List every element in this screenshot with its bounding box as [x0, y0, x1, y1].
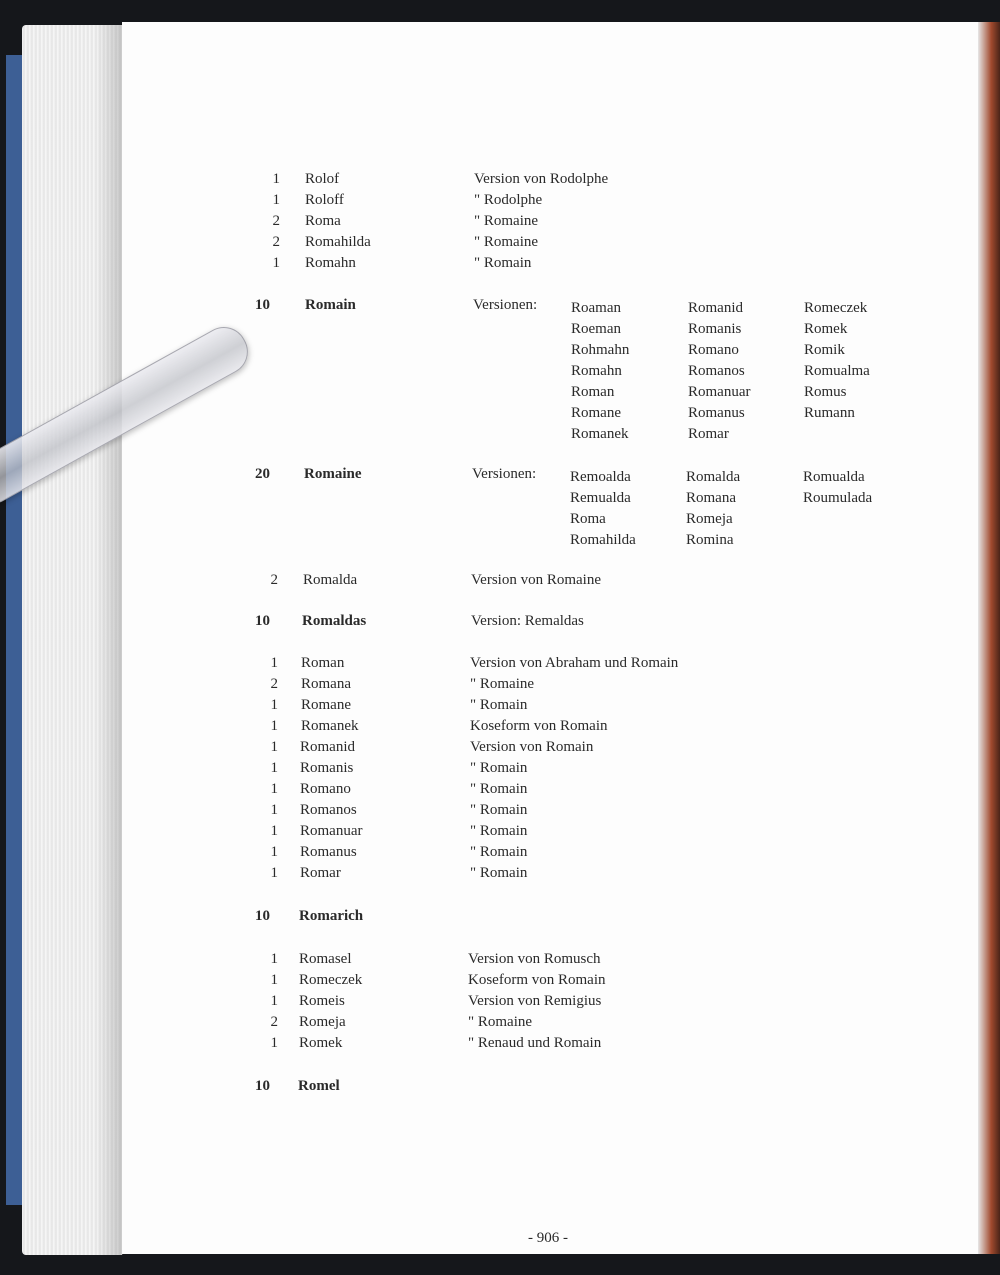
entry-name: Romano	[300, 781, 351, 797]
variant-name: Romana	[686, 490, 736, 506]
entry-name: Romeja	[299, 1014, 346, 1030]
entry-count: 2	[270, 676, 278, 692]
variant-name: Romeja	[686, 511, 733, 527]
variant-name: Romane	[571, 405, 621, 421]
entry-description: Versionen:	[472, 466, 537, 482]
book-right-edge	[978, 22, 1000, 1254]
variant-name: Romus	[804, 384, 847, 400]
entry-count: 1	[270, 993, 278, 1009]
variant-name: Rohmahn	[571, 342, 630, 358]
variant-name: Romanek	[571, 426, 629, 442]
entry-count: 1	[270, 739, 278, 755]
variant-name: Romanos	[688, 363, 745, 379]
variant-name: Romek	[804, 321, 848, 337]
entry-description: Version von Romaine	[471, 572, 601, 588]
entry-count: 1	[270, 655, 278, 671]
entry-count: 1	[270, 865, 278, 881]
entry-name: Romanid	[300, 739, 355, 755]
entry-name: Romahn	[305, 255, 356, 271]
entry-count: 1	[272, 192, 280, 208]
entry-count: 1	[270, 844, 278, 860]
entry-name: Roman	[301, 655, 345, 671]
entry-name: Romarich	[299, 908, 364, 924]
entry-count: 2	[270, 1014, 278, 1030]
entry-count: 2	[272, 213, 280, 229]
entry-count: 10	[255, 297, 270, 313]
variant-name: Remualda	[570, 490, 631, 506]
entry-description: " Romain	[470, 697, 528, 713]
variant-name: Roman	[571, 384, 615, 400]
variant-name: Romualma	[804, 363, 870, 379]
variant-name: Remoalda	[570, 469, 631, 485]
entry-description: Version von Romusch	[468, 951, 601, 967]
variant-name: Romalda	[686, 469, 741, 485]
entry-description: Koseform von Romain	[470, 718, 608, 734]
entry-count: 1	[270, 1035, 278, 1051]
variant-name: Romualda	[803, 469, 865, 485]
entry-count: 1	[272, 171, 280, 187]
variant-name: Romina	[686, 532, 734, 548]
entry-name: Romanek	[301, 718, 359, 734]
entry-name: Romaine	[304, 466, 362, 482]
entry-name: Romanus	[300, 844, 357, 860]
variant-name: Romahilda	[570, 532, 636, 548]
entry-name: Romasel	[299, 951, 352, 967]
entry-description: " Romaine	[470, 676, 535, 692]
entry-count: 10	[255, 613, 270, 629]
entry-description: " Renaud und Romain	[468, 1035, 602, 1051]
entry-name: Rolof	[305, 171, 340, 187]
variant-name: Romanus	[688, 405, 745, 421]
entry-count: 1	[270, 760, 278, 776]
entry-name: Romanos	[300, 802, 357, 818]
entry-name: Romain	[305, 297, 356, 313]
entry-count: 1	[270, 781, 278, 797]
entry-description: Version von Remigius	[468, 993, 602, 1009]
entry-description: " Romain	[470, 844, 528, 860]
variant-name: Romano	[688, 342, 739, 358]
entry-description: " Romaine	[468, 1014, 533, 1030]
entry-name: Romana	[301, 676, 351, 692]
entry-description: Version von Rodolphe	[474, 171, 609, 187]
variant-name: Roaman	[571, 300, 621, 316]
variant-name: Roumulada	[803, 490, 873, 506]
variant-name: Romahn	[571, 363, 622, 379]
entry-description: " Romaine	[474, 213, 539, 229]
entry-count: 10	[255, 1078, 270, 1094]
entry-description: Version von Abraham und Romain	[470, 655, 679, 671]
entry-name: Romar	[300, 865, 341, 881]
entry-description: " Romaine	[474, 234, 539, 250]
entry-name: Romeis	[299, 993, 345, 1009]
variant-name: Roeman	[571, 321, 621, 337]
entry-name: Romaldas	[302, 613, 367, 629]
entry-name: Romel	[298, 1078, 340, 1094]
entry-count: 1	[270, 802, 278, 818]
book-page	[122, 22, 980, 1254]
variant-name: Romeczek	[804, 300, 868, 316]
variant-name: Romar	[688, 426, 729, 442]
entry-description: Version von Romain	[470, 739, 594, 755]
entry-name: Romanuar	[300, 823, 363, 839]
entry-description: " Romain	[470, 760, 528, 776]
variant-name: Romanis	[688, 321, 742, 337]
entry-description: " Rodolphe	[474, 192, 543, 208]
entry-count: 1	[270, 951, 278, 967]
entry-name: Roma	[305, 213, 341, 229]
page-number: - 906 -	[528, 1230, 568, 1246]
entry-count: 2	[272, 234, 280, 250]
variant-name: Roma	[570, 511, 606, 527]
entry-description: " Romain	[470, 802, 528, 818]
entry-description: " Romain	[470, 781, 528, 797]
entry-description: Version: Remaldas	[471, 613, 584, 629]
entry-count: 1	[270, 823, 278, 839]
entry-count: 1	[270, 972, 278, 988]
entry-description: " Romain	[474, 255, 532, 271]
entry-count: 10	[255, 908, 270, 924]
entry-count: 1	[270, 718, 278, 734]
entry-description: Koseform von Romain	[468, 972, 606, 988]
entry-count: 20	[255, 466, 270, 482]
entry-name: Romahilda	[305, 234, 371, 250]
entry-name: Romek	[299, 1035, 343, 1051]
entry-description: Versionen:	[473, 297, 538, 313]
variant-name: Romanuar	[688, 384, 751, 400]
entry-name: Romalda	[303, 572, 358, 588]
page-edge-shadow	[95, 25, 123, 1255]
entry-name: Romeczek	[299, 972, 363, 988]
entry-count: 2	[270, 572, 278, 588]
entry-description: " Romain	[470, 865, 528, 881]
entry-name: Romanis	[300, 760, 354, 776]
variant-name: Rumann	[804, 405, 855, 421]
entry-count: 1	[270, 697, 278, 713]
entry-description: " Romain	[470, 823, 528, 839]
entry-name: Romane	[301, 697, 351, 713]
entry-name: Roloff	[305, 192, 344, 208]
variant-name: Romanid	[688, 300, 743, 316]
entry-count: 1	[272, 255, 280, 271]
variant-name: Romik	[804, 342, 845, 358]
